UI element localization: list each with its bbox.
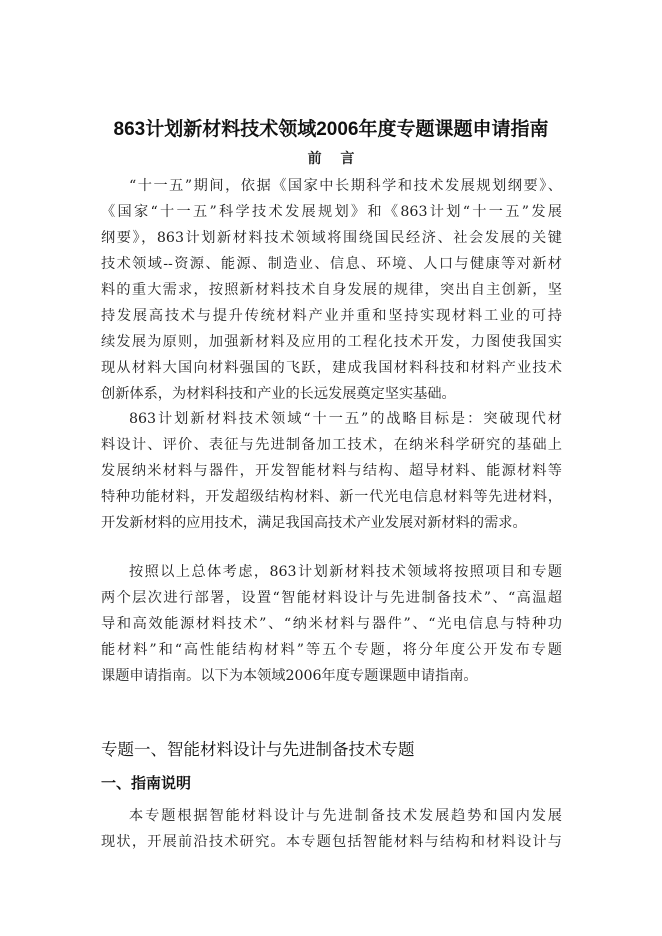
text-line: 按照以上总体考虑，863计划新材料技术领域将按照项目和专题 bbox=[129, 564, 562, 580]
text-line: 现状，开展前沿技术研究。本专题包括智能材料与结构和材料设计与 bbox=[101, 834, 562, 850]
text-line: 续发展为原则，加强新材料及应用的工程化技术开发，力图使我国实 bbox=[101, 334, 562, 350]
text-line: 现从材料大国向材料强国的飞跃，建成我国材料科技和材料产业技术 bbox=[101, 360, 562, 376]
text-line: “十一五”期间，依据《国家中长期科学和技术发展规划纲要》、 bbox=[129, 178, 562, 194]
text-line: 发展纳米材料与器件，开发智能材料与结构、超导材料、能源材料等 bbox=[101, 463, 562, 479]
text-line: 料的重大需求，按照新材料技术自身发展的规律，突出自主创新，坚 bbox=[101, 282, 562, 298]
text-line: 料设计、评价、表征与先进制备加工技术，在纳米科学研究的基础上 bbox=[101, 437, 562, 453]
preface-paragraph-3 bbox=[101, 559, 562, 689]
text-line: 《国家“十一五”科学技术发展规划》和《863计划“十一五”发展 bbox=[101, 204, 562, 220]
section-paragraph bbox=[101, 803, 562, 855]
text-line: 技术领域--资源、能源、制造业、信息、环境、人口与健康等对新材 bbox=[101, 256, 562, 272]
preface-paragraph-2 bbox=[101, 406, 562, 536]
text-line: 特种功能材料，开发超级结构材料、新一代光电信息材料等先进材料， bbox=[101, 489, 562, 505]
text-line: 课题申请指南。以下为本领域2006年度专题课题申请指南。 bbox=[101, 668, 478, 684]
text-line: 两个层次进行部署，设置“智能材料设计与先进制备技术”、“高温超 bbox=[101, 590, 562, 606]
section-heading: 专题一、智能材料设计与先进制备技术专题 bbox=[101, 740, 415, 759]
text-line: 863计划新材料技术领域“十一五”的战略目标是：突破现代材 bbox=[129, 411, 562, 427]
text-line: 创新体系，为材料科技和产业的长远发展奠定坚实基础。 bbox=[101, 386, 456, 402]
sub-heading: 一、指南说明 bbox=[101, 774, 192, 792]
text-line: 导和高效能源材料技术”、“纳米材料与器件”、“光电信息与特种功 bbox=[101, 616, 562, 632]
document-title: 863计划新材料技术领域2006年度专题课题申请指南 bbox=[113, 119, 549, 140]
text-line: 能材料”和“高性能结构材料”等五个专题，将分年度公开发布专题 bbox=[101, 642, 562, 658]
text-line: 本专题根据智能材料设计与先进制备技术发展趋势和国内发展 bbox=[129, 808, 562, 824]
text-line: 持发展高技术与提升传统材料产业并重和坚持实现材料工业的可持 bbox=[101, 308, 562, 324]
preface-paragraph-1 bbox=[101, 173, 562, 407]
text-line: 纲要》，863计划新材料技术领域将围绕国民经济、社会发展的关键 bbox=[101, 230, 562, 246]
text-line: 开发新材料的应用技术，满足我国高技术产业发展对新材料的需求。 bbox=[101, 515, 527, 531]
preface-heading: 前 言 bbox=[307, 151, 355, 167]
